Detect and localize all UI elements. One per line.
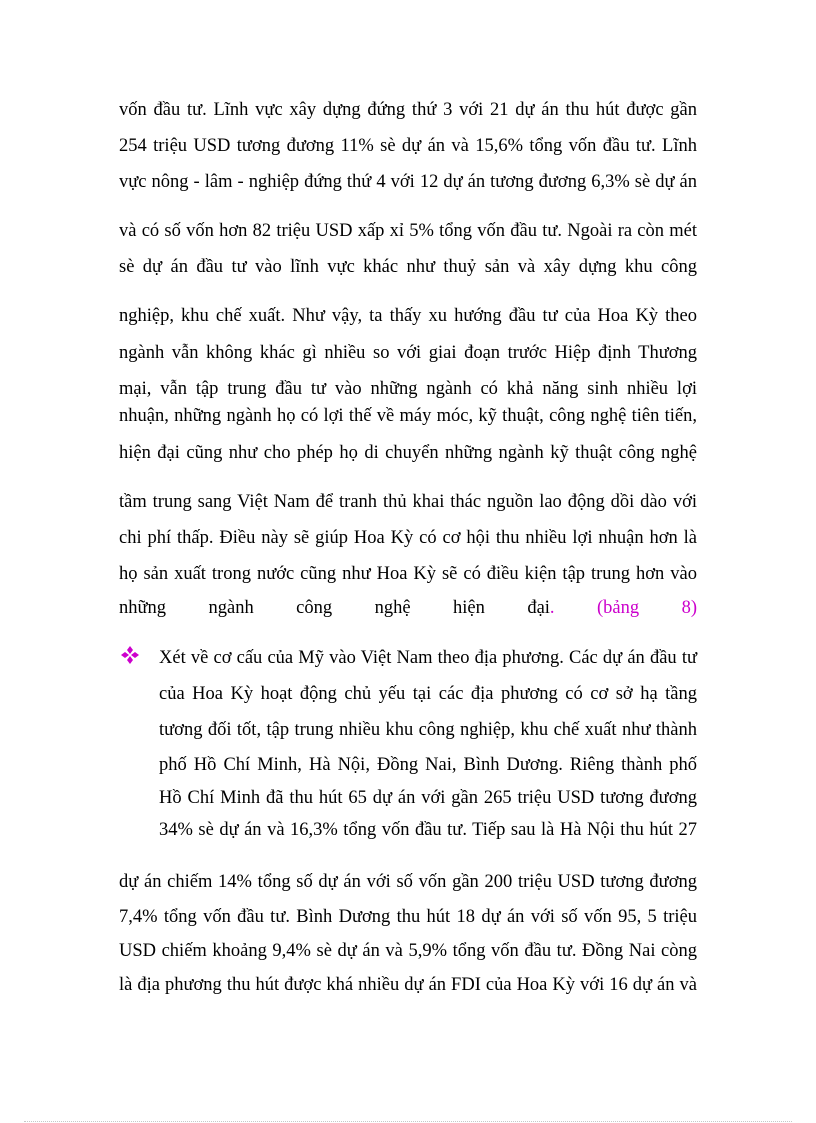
bullet-line: phố Hồ Chí Minh, Hà Nội, Đồng Nai, Bình Dương. Riêng thành phố [159, 755, 697, 775]
bullet-line: Xét về cơ cấu của Mỹ vào Việt Nam theo địa phương. Các dự án đầu tư [159, 648, 697, 668]
diamond-fleuron-icon [120, 645, 140, 665]
period: . [549, 598, 555, 618]
paragraph-line: nghiệp, khu chế xuất. Như vậy, ta thấy xu hướng đầu tư của Hoa Kỳ theo [119, 306, 697, 326]
word: nghệ [374, 598, 411, 618]
paragraph-line: vực nông - lâm - nghiệp đứng thứ 4 với 12 dự án tương đương 6,3% sè dự án [119, 172, 697, 192]
table-reference-close: 8) [681, 598, 697, 618]
paragraph-line: sè dự án đầu tư vào lĩnh vực khác như thuỷ sản và xây dựng khu công [119, 257, 697, 277]
paragraph-line: 7,4% tổng vốn đầu tư. Bình Dương thu hút 18 dự án với số vốn 95, 5 triệu [119, 907, 697, 927]
bullet-line: tương đối tốt, tập trung nhiều khu công nghiệp, khu chế xuất như thành [159, 720, 697, 740]
table-reference-open: (bảng [597, 598, 640, 618]
word: những [119, 598, 167, 618]
page-bottom-divider [24, 1121, 792, 1122]
paragraph-line: họ sản xuất trong nước cũng như Hoa Kỳ sẽ có điều kiện tập trung hơn vào [119, 564, 697, 584]
word: ngành [208, 598, 254, 618]
paragraph-line: và có số vốn hơn 82 triệu USD xấp xỉ 5% tổng vốn đầu tư. Ngoài ra còn mét [119, 221, 697, 241]
paragraph-line: USD chiếm khoảng 9,4% sè dự án và 5,9% tổng vốn đầu tư. Đồng Nai còng [119, 941, 697, 961]
paragraph-last-line [119, 596, 697, 620]
paragraph-line: 254 triệu USD tương đương 11% sè dự án và 15,6% tổng vốn đầu tư. Lĩnh [119, 136, 697, 156]
word: đại [527, 598, 550, 618]
paragraph-line: hiện đại cũng như cho phép họ di chuyển những ngành kỹ thuật công nghệ [119, 443, 697, 463]
paragraph-line: dự án chiếm 14% tổng số dự án với số vốn gần 200 triệu USD tương đương [119, 872, 697, 892]
bullet-line: 34% sè dự án và 16,3% tổng vốn đầu tư. Tiếp sau là Hà Nội thu hút 27 [159, 820, 697, 840]
paragraph-line: vốn đầu tư. Lĩnh vực xây dựng đứng thứ 3 với 21 dự án thu hút được gần [119, 100, 697, 120]
paragraph-line: nhuận, những ngành họ có lợi thế về máy móc, kỹ thuật, công nghệ tiên tiến, [119, 406, 697, 426]
paragraph-line: là địa phương thu hút được khá nhiều dự án FDI của Hoa Kỳ với 16 dự án và [119, 975, 697, 995]
paragraph-line: tầm trung sang Việt Nam để tranh thủ khai thác nguồn lao động dồi dào với [119, 492, 697, 512]
paragraph-line: chi phí thấp. Điều này sẽ giúp Hoa Kỳ có cơ hội thu nhiều lợi nhuận hơn là [119, 528, 697, 548]
word-with-period [527, 598, 554, 618]
bullet-line: Hồ Chí Minh đã thu hút 65 dự án với gần 265 triệu USD tương đương [159, 788, 697, 808]
paragraph-line: mại, vẫn tập trung đầu tư vào những ngành có khả năng sinh nhiều lợi [119, 379, 697, 399]
word: hiện [453, 598, 485, 618]
paragraph-line: ngành vẫn không khác gì nhiều so với giai đoạn trước Hiệp định Thương [119, 343, 697, 363]
bullet-line: của Hoa Kỳ hoạt động chủ yếu tại các địa phương có cơ sở hạ tầng [159, 684, 697, 704]
word: công [296, 598, 333, 618]
